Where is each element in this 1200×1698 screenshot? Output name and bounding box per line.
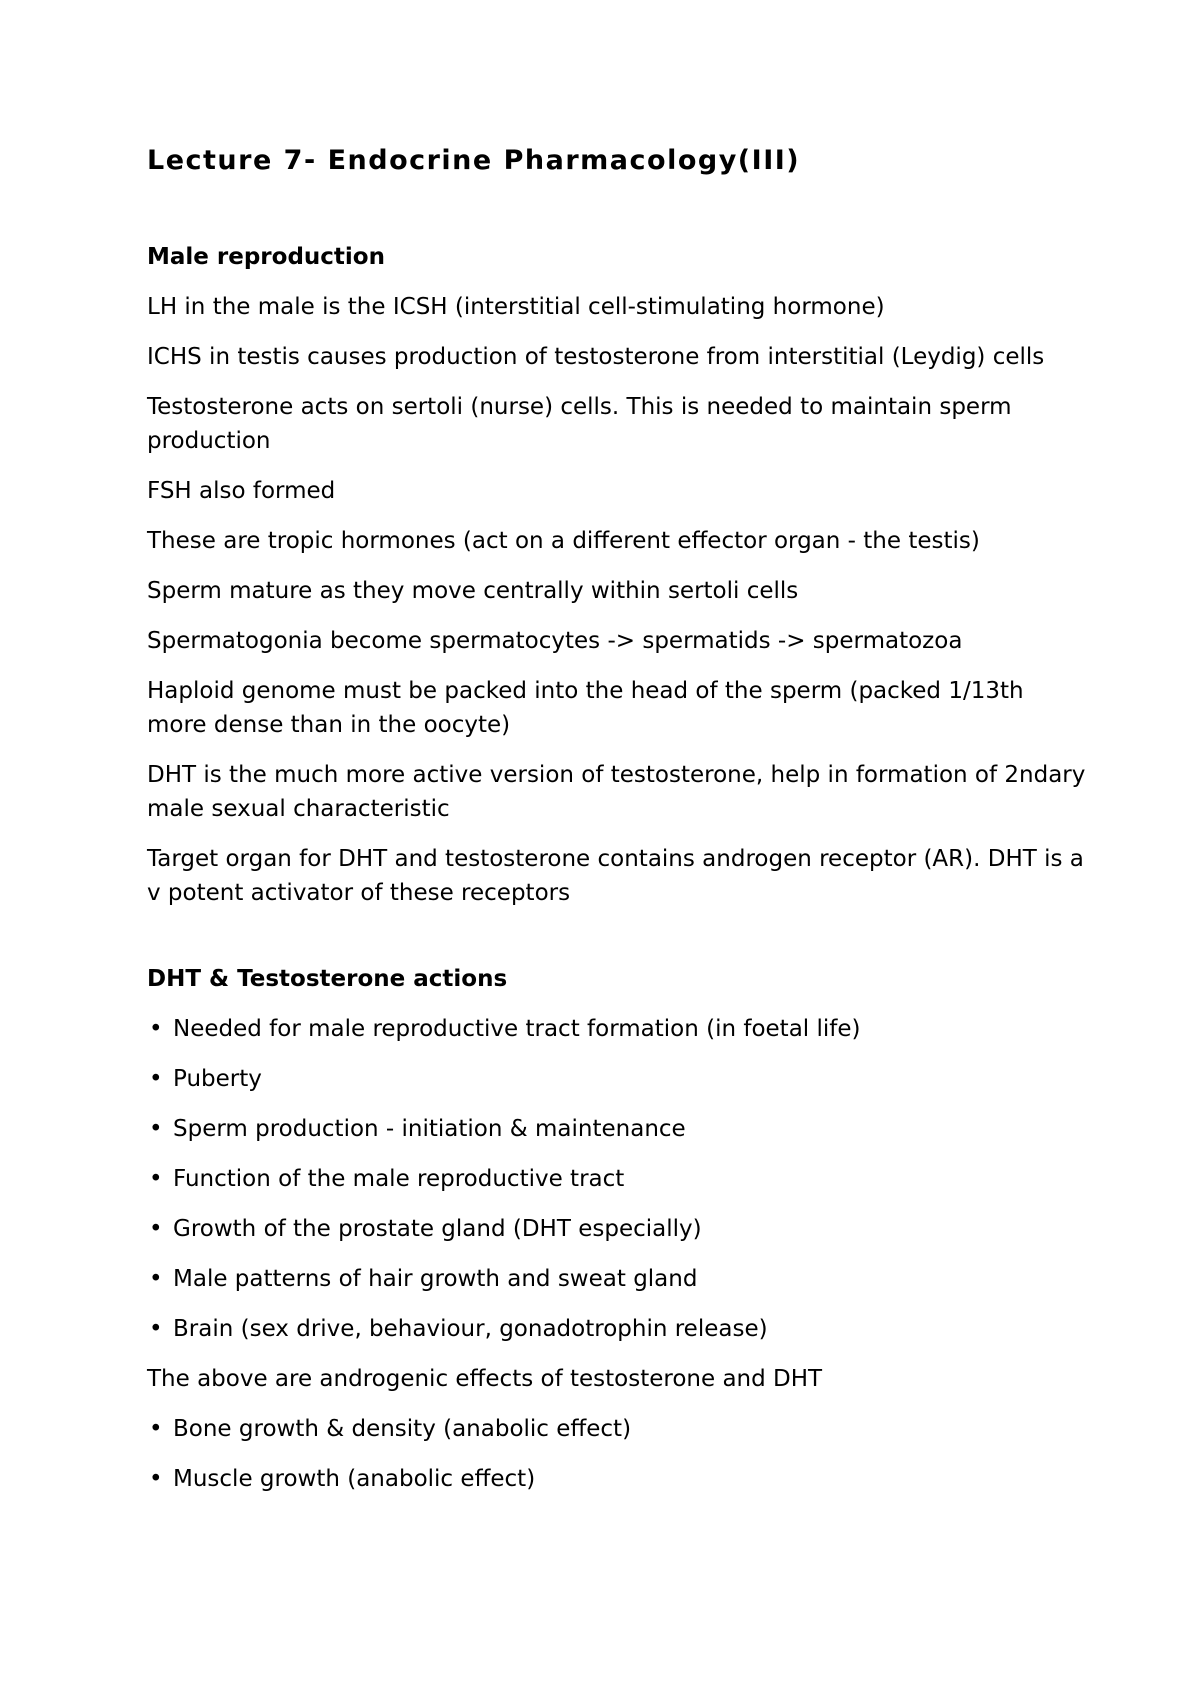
list-item (147, 1062, 1087, 1096)
list-item (147, 1112, 1087, 1146)
list-item (147, 1412, 1087, 1446)
paragraph: ICHS in testis causes production of testosterone from interstitial (Leydig) cells (147, 344, 1045, 370)
list-item-text: Function of the male reproductive tract (173, 1166, 625, 1192)
bullet-icon: • (149, 1416, 163, 1442)
paragraph: Haploid genome must be packed into the head of the sperm (packed 1/13th more dense than in the oocyte) (147, 678, 1024, 738)
paragraph: Sperm mature as they move centrally within sertoli cells (147, 578, 799, 604)
list-item-text: Brain (sex drive, behaviour, gonadotrophin release) (173, 1316, 768, 1342)
list-item-text: Sperm production - initiation & maintenance (173, 1116, 686, 1142)
list-item-text: Muscle growth (anabolic effect) (173, 1466, 536, 1492)
list-item-text: Growth of the prostate gland (DHT especially) (173, 1216, 702, 1242)
paragraph: Target organ for DHT and testosterone contains androgen receptor (AR). DHT is a v potent activator of these receptors (147, 846, 1084, 906)
paragraph: Testosterone acts on sertoli (nurse) cells. This is needed to maintain sperm production (147, 394, 1012, 454)
list-item-text: Bone growth & density (anabolic effect) (173, 1416, 632, 1442)
bullet-icon: • (149, 1166, 163, 1192)
section-heading-dht-testosterone-actions: DHT & Testosterone actions (147, 966, 508, 992)
bullet-icon: • (149, 1266, 163, 1292)
section-body-dht-testosterone-actions (147, 1012, 1087, 1496)
bullet-list-androgenic (147, 1012, 1087, 1346)
bullet-icon: • (149, 1116, 163, 1142)
list-item (147, 1262, 1087, 1296)
list-item (147, 1012, 1087, 1046)
bullet-icon: • (149, 1066, 163, 1092)
list-item (147, 1162, 1087, 1196)
paragraph: LH in the male is the ICSH (interstitial cell-stimulating hormone) (147, 294, 885, 320)
bullet-icon: • (149, 1316, 163, 1342)
paragraph: Spermatogonia become spermatocytes -> spermatids -> spermatozoa (147, 628, 963, 654)
section-body-male-reproduction (147, 290, 1087, 910)
paragraph: FSH also formed (147, 478, 336, 504)
list-item (147, 1312, 1087, 1346)
paragraph: DHT is the much more active version of testosterone, help in formation of 2ndary male sexual characteristic (147, 762, 1086, 822)
list-item-text: Male patterns of hair growth and sweat gland (173, 1266, 698, 1292)
bullet-list-anabolic (147, 1412, 1087, 1496)
bullet-icon: • (149, 1466, 163, 1492)
document-page (147, 143, 1087, 1496)
list-item-text: Puberty (173, 1066, 262, 1092)
section-heading-male-reproduction: Male reproduction (147, 244, 385, 270)
list-item (147, 1212, 1087, 1246)
bullet-icon: • (149, 1016, 163, 1042)
paragraph: These are tropic hormones (act on a different effector organ - the testis) (147, 528, 980, 554)
list-item (147, 1462, 1087, 1496)
list-item-text: Needed for male reproductive tract formation (in foetal life) (173, 1016, 861, 1042)
summary-note: The above are androgenic effects of testosterone and DHT (147, 1366, 823, 1392)
bullet-icon: • (149, 1216, 163, 1242)
page-title: Lecture 7- Endocrine Pharmacology(III) (147, 145, 801, 176)
